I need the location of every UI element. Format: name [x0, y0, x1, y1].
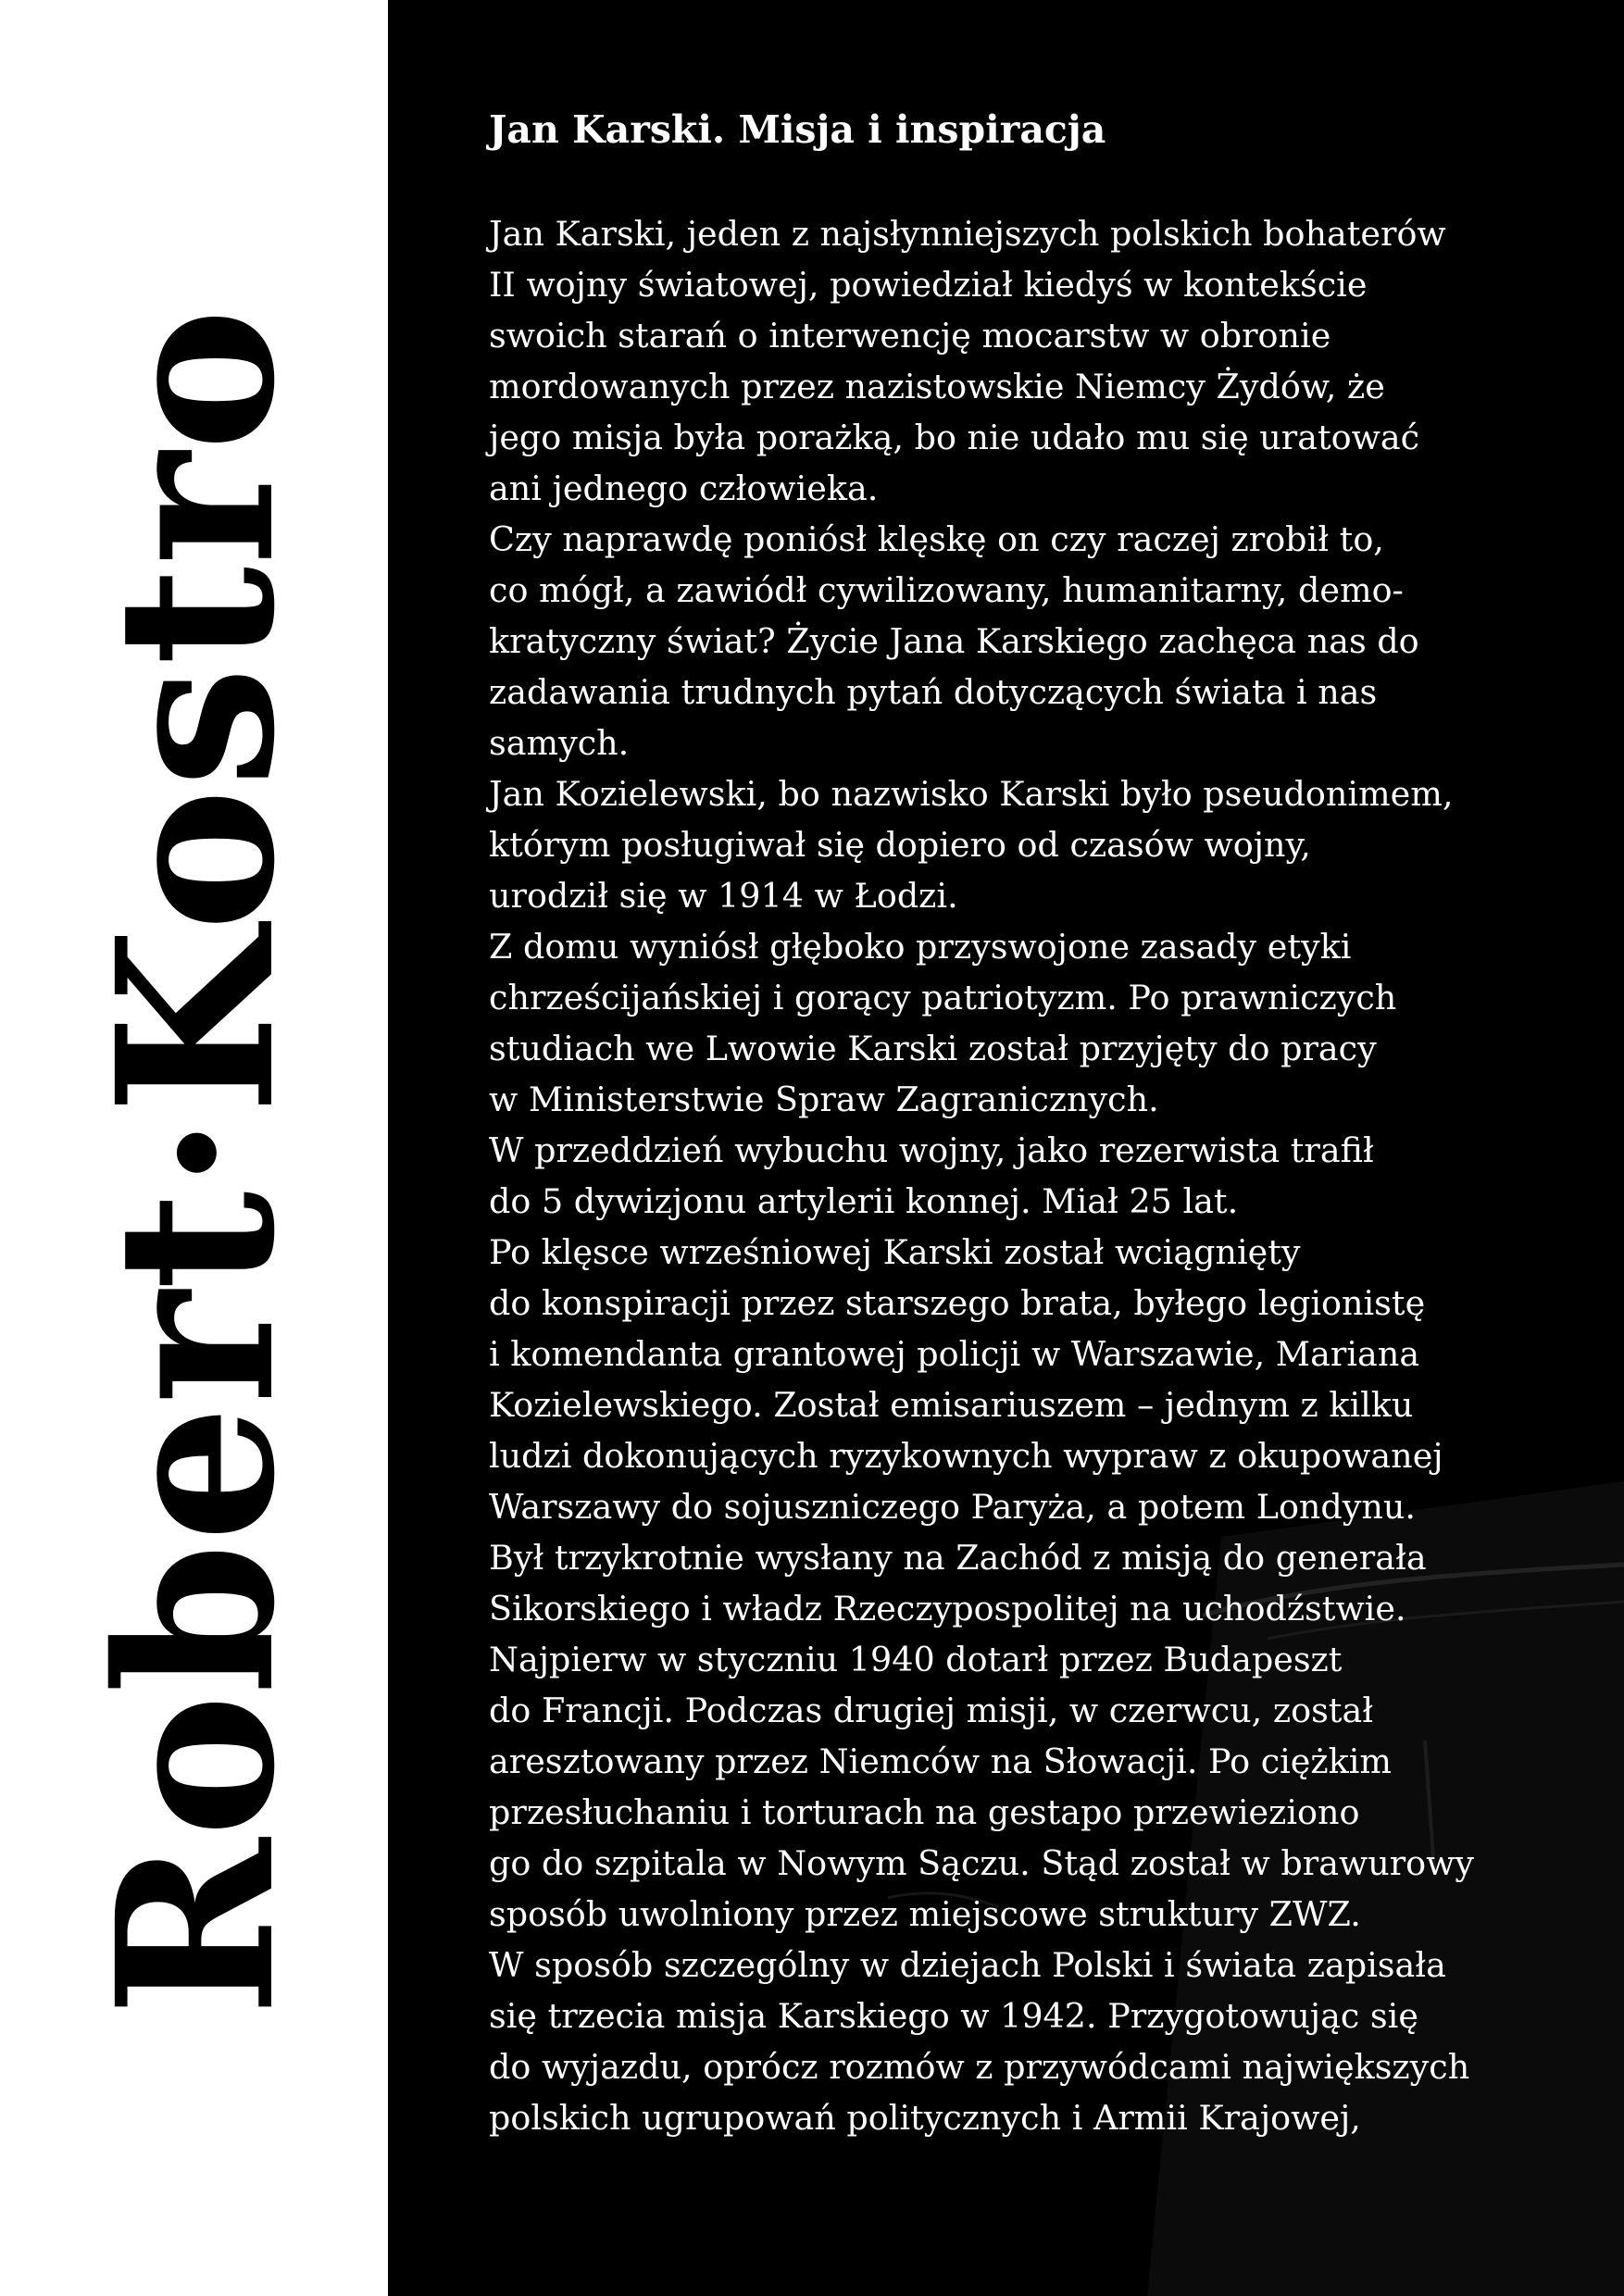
body-line: aresztowany przez Niemców na Słowacji. Po ciężkim [489, 1741, 1393, 1781]
body-line: sposób uwolniony przez miejscowe struktury ZWZ. [489, 1894, 1361, 1934]
body-line: ani jednego człowieka. [489, 468, 879, 508]
body-line: W przeddzień wybuchu wojny, jako rezerwista trafił [489, 1130, 1374, 1170]
body-line: swoich starań o interwencję mocarstw w obronie [489, 316, 1331, 356]
body-line: do konspiracji przez starszego brata, byłego legionistę [489, 1283, 1426, 1323]
name-separator-dot: · [69, 1114, 322, 1191]
article-title: Jan Karski. Misja i inspiracja [489, 107, 1106, 152]
body-line: Jan Kozielewski, bo nazwisko Karski było pseudonimem, [489, 774, 1454, 814]
body-line: do Francji. Podczas drugiej misji, w czerwcu, został [489, 1691, 1374, 1730]
body-line: przesłuchaniu i torturach na gestapo przewieziono [489, 1792, 1360, 1832]
body-line: Warszawy do sojuszniczego Paryża, a potem Londynu. [489, 1487, 1417, 1527]
body-line: Z domu wyniósł głęboko przyswojone zasady etyki [489, 927, 1352, 967]
body-line: Sikorskiego i władz Rzeczypospolitej na uchodźstwie. [489, 1589, 1406, 1628]
body-line: zadawania trudnych pytań dotyczących świata i nas [489, 672, 1378, 712]
author-last-name: Kostro [69, 306, 322, 1115]
body-line: się trzecia misja Karskiego w 1942. Przygotowując się [489, 1996, 1418, 2036]
body-line: W sposób szczególny w dziejach Polski i świata zapisała [489, 1945, 1446, 1985]
body-line: jego misja była porażką, bo nie udało mu się uratować [489, 418, 1420, 457]
body-line: Najpierw w styczniu 1940 dotarł przez Budapeszt [489, 1640, 1343, 1679]
body-line: Jan Karski, jeden z najsłynniejszych polskich bohaterów [489, 214, 1446, 254]
body-line: samych. [489, 723, 630, 763]
author-first-name: Robert [69, 1190, 322, 2017]
body-line: go do szpitala w Nowym Sączu. Stąd został w brawurowy [489, 1843, 1474, 1883]
body-line: Czy naprawdę poniósł klęskę on czy raczej zrobił to, [489, 519, 1384, 559]
body-line: Kozielewskiego. Został emisariuszem – jednym z kilku [489, 1385, 1414, 1425]
body-line: II wojny światowej, powiedział kiedyś w kontekście [489, 265, 1368, 305]
body-line: do 5 dywizjonu artylerii konnej. Miał 25 lat. [489, 1181, 1239, 1221]
body-line: do wyjazdu, oprócz rozmów z przywódcami największych [489, 2047, 1470, 2087]
spine-band [0, 0, 388, 2296]
body-line: kratyczny świat? Życie Jana Karskiego zachęca nas do [489, 621, 1419, 661]
body-line: w Ministerstwie Spraw Zagranicznych. [489, 1079, 1159, 1119]
body-line: chrześcijańskiej i gorący patriotyzm. Po prawniczych [489, 978, 1397, 1017]
body-line: Był trzykrotnie wysłany na Zachód z misją do generała [489, 1538, 1427, 1578]
body-line: co mógł, a zawiódł cywilizowany, humanitarny, demo- [489, 570, 1404, 610]
author-name-vertical [69, 144, 322, 2180]
body-line: którym posługiwał się dopiero od czasów wojny, [489, 825, 1311, 865]
body-line: studiach we Lwowie Karski został przyjęty do pracy [489, 1029, 1377, 1068]
body-line: i komendanta grantowej policji w Warszawie, Mariana [489, 1334, 1420, 1374]
body-line: ludzi dokonujących ryzykownych wypraw z okupowanej [489, 1436, 1443, 1476]
body-line: Po klęsce wrześniowej Karski został wciągnięty [489, 1232, 1301, 1272]
article-body [489, 208, 1544, 2143]
body-line: urodził się w 1914 w Łodzi. [489, 876, 958, 916]
body-line: polskich ugrupowań politycznych i Armii Krajowej, [489, 2098, 1361, 2138]
body-line: mordowanych przez nazistowskie Niemcy Żydów, że [489, 367, 1385, 406]
